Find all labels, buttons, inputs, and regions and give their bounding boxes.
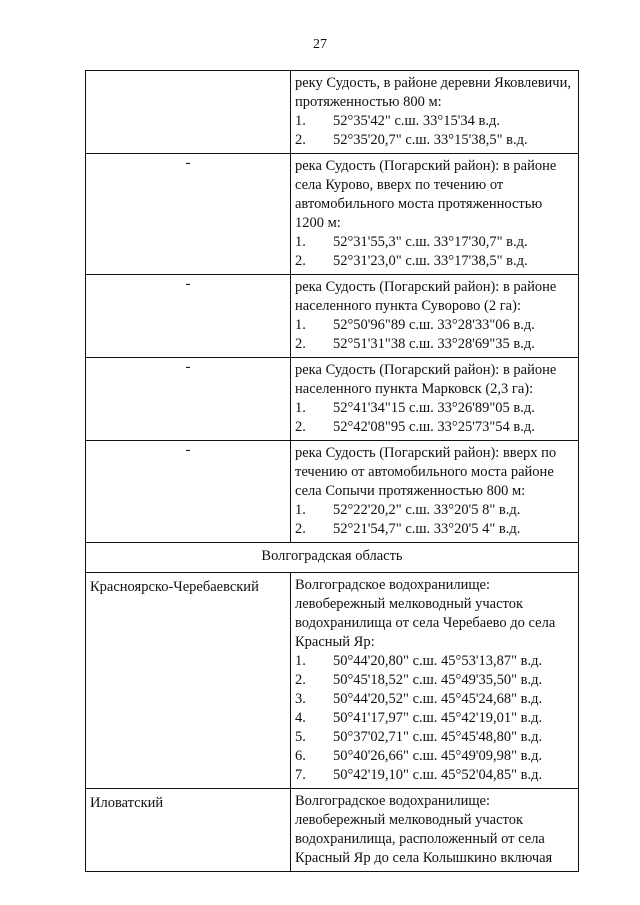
point-coordinates: 52°21'54,7" с.ш. 33°20'5 4" в.д. — [333, 521, 521, 537]
description-line: Волгоградское водохранилище: — [295, 793, 490, 809]
description-line: Волгоградское водохранилище: — [295, 577, 490, 593]
point-number: 6. — [295, 748, 306, 764]
coordinate-point — [295, 252, 574, 271]
description-line: села Курово, вверх по течению от — [295, 177, 504, 193]
point-coordinates: 50°44'20,52" с.ш. 45°45'24,68" в.д. — [333, 691, 543, 707]
description-cell — [291, 789, 579, 872]
description-cell — [291, 71, 579, 154]
point-number: 1. — [295, 502, 306, 518]
table-row — [86, 275, 579, 358]
description-line: река Судость (Погарский район): в районе — [295, 158, 557, 174]
description-cell — [291, 358, 579, 441]
coordinate-point — [295, 766, 574, 785]
table-row — [86, 71, 579, 154]
point-coordinates: 50°42'19,10" с.ш. 45°52'04,85" в.д. — [333, 767, 543, 783]
table-row — [86, 358, 579, 441]
point-number: 7. — [295, 767, 306, 783]
district-cell: - — [86, 154, 291, 275]
point-number: 1. — [295, 653, 306, 669]
point-number: 5. — [295, 729, 306, 745]
table-row — [86, 573, 579, 789]
coordinate-point — [295, 131, 574, 150]
point-number: 1. — [295, 234, 306, 250]
coordinate-point — [295, 112, 574, 131]
fishing-areas-table — [85, 70, 579, 872]
page-number: 27 — [313, 37, 327, 52]
point-coordinates: 50°44'20,80" с.ш. 45°53'13,87" в.д. — [333, 653, 543, 669]
coordinate-point — [295, 233, 574, 252]
point-number: 3. — [295, 691, 306, 707]
point-number: 1. — [295, 400, 306, 416]
table-row — [86, 789, 579, 872]
point-number: 2. — [295, 132, 306, 148]
description-line: река Судость (Погарский район): вверх по — [295, 445, 557, 461]
district-cell: Иловатский — [86, 789, 291, 872]
description-cell — [291, 275, 579, 358]
description-cell — [291, 573, 579, 789]
description-line: водохранилища от села Черебаево до села — [295, 615, 556, 631]
table-row — [86, 441, 579, 543]
point-coordinates: 52°42'08"95 с.ш. 33°25'73"54 в.д. — [333, 419, 535, 435]
district-cell: Красноярско-Черебаевский — [86, 573, 291, 789]
coordinate-point — [295, 520, 574, 539]
coordinate-point — [295, 399, 574, 418]
point-coordinates: 50°41'17,97" с.ш. 45°42'19,01" в.д. — [333, 710, 543, 726]
table-row — [86, 154, 579, 275]
description-line: река Судость (Погарский район): в районе — [295, 362, 557, 378]
point-coordinates: 52°51'31"38 с.ш. 33°28'69"35 в.д. — [333, 336, 535, 352]
description-line: течению от автомобильного моста районе — [295, 464, 554, 480]
description-line: села Сопычи протяженностью 800 м: — [295, 483, 526, 499]
coordinate-point — [295, 671, 574, 690]
point-number: 2. — [295, 672, 306, 688]
region-heading-row — [86, 543, 579, 573]
point-number: 4. — [295, 710, 306, 726]
point-coordinates: 50°40'26,66" с.ш. 45°49'09,98" в.д. — [333, 748, 543, 764]
coordinate-point — [295, 690, 574, 709]
description-line: 1200 м: — [295, 215, 341, 231]
description-line: река Судость (Погарский район): в районе — [295, 279, 557, 295]
point-number: 1. — [295, 317, 306, 333]
description-line: населенного пункта Суворово (2 га): — [295, 298, 521, 314]
point-coordinates: 52°50'96"89 с.ш. 33°28'33"06 в.д. — [333, 317, 535, 333]
description-line: левобережный мелководный участок — [295, 812, 523, 828]
district-cell — [86, 71, 291, 154]
district-cell: - — [86, 441, 291, 543]
point-number: 2. — [295, 336, 306, 352]
description-line: населенного пункта Марковск (2,3 га): — [295, 381, 534, 397]
point-coordinates: 52°35'42" с.ш. 33°15'34 в.д. — [333, 113, 500, 129]
coordinate-point — [295, 747, 574, 766]
coordinate-point — [295, 418, 574, 437]
coordinate-point — [295, 728, 574, 747]
description-cell — [291, 154, 579, 275]
coordinate-point — [295, 335, 574, 354]
region-heading: Волгоградская область — [86, 543, 579, 573]
point-number: 2. — [295, 521, 306, 537]
description-line: левобережный мелководный участок — [295, 596, 523, 612]
coordinate-point — [295, 652, 574, 671]
point-coordinates: 52°22'20,2" с.ш. 33°20'5 8" в.д. — [333, 502, 521, 518]
description-line: водохранилища, расположенный от села — [295, 831, 545, 847]
point-coordinates: 52°41'34"15 с.ш. 33°26'89"05 в.д. — [333, 400, 535, 416]
description-line: реку Судость, в районе деревни Яковлевичи, — [295, 75, 571, 91]
point-number: 2. — [295, 419, 306, 435]
district-cell: - — [86, 358, 291, 441]
description-line: автомобильного моста протяженностью — [295, 196, 543, 212]
description-line: Красный Яр до села Колышкино включая — [295, 850, 553, 866]
coordinate-point — [295, 316, 574, 335]
district-cell: - — [86, 275, 291, 358]
coordinate-point — [295, 501, 574, 520]
point-coordinates: 52°35'20,7" с.ш. 33°15'38,5" в.д. — [333, 132, 528, 148]
point-number: 2. — [295, 253, 306, 269]
description-cell — [291, 441, 579, 543]
point-coordinates: 52°31'23,0" с.ш. 33°17'38,5" в.д. — [333, 253, 528, 269]
point-coordinates: 50°45'18,52" с.ш. 45°49'35,50" в.д. — [333, 672, 543, 688]
point-coordinates: 52°31'55,3" с.ш. 33°17'30,7" в.д. — [333, 234, 528, 250]
point-number: 1. — [295, 113, 306, 129]
coordinate-point — [295, 709, 574, 728]
description-line: протяженностью 800 м: — [295, 94, 442, 110]
point-coordinates: 50°37'02,71" с.ш. 45°45'48,80" в.д. — [333, 729, 543, 745]
description-line: Красный Яр: — [295, 634, 375, 650]
